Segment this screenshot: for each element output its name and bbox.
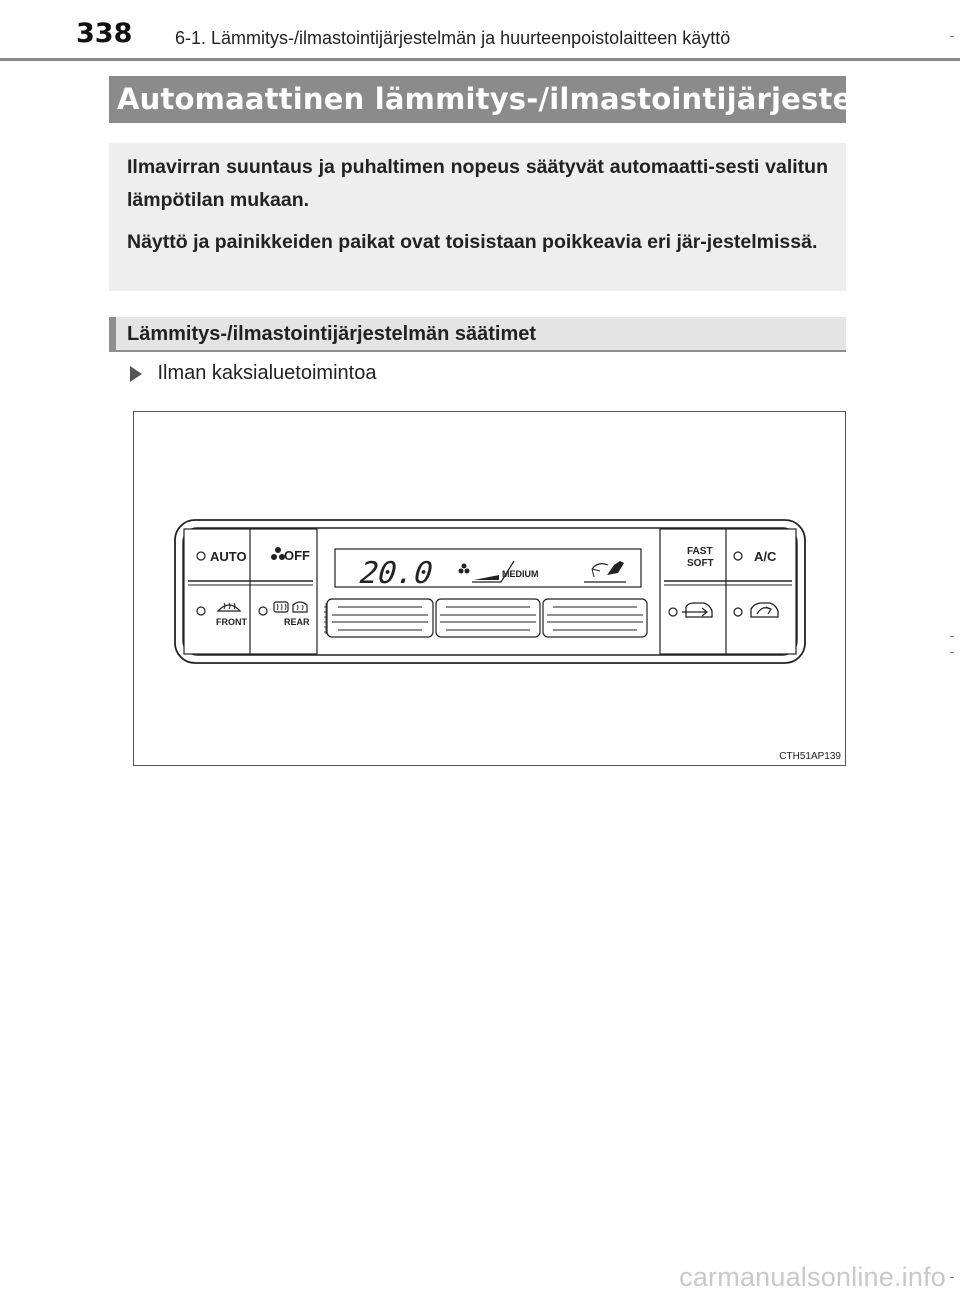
- fast-label: FAST: [687, 546, 713, 557]
- climate-control-panel: [174, 519, 806, 664]
- figure-frame: [133, 411, 846, 766]
- watermark: carmanualsonline.info: [679, 1262, 946, 1292]
- figure-code: CTH51AP139: [779, 751, 841, 762]
- edge-tick: [950, 652, 954, 653]
- main-title-bar: [109, 76, 913, 123]
- sub-heading: [109, 317, 846, 352]
- section-title: 6-1. Lämmitys-/ilmastointijärjestelmän ja huurteenpoistolaitteen käyttö: [175, 28, 731, 48]
- temperature-readout: 20.0: [358, 556, 435, 591]
- intro-box: [109, 143, 846, 291]
- header-divider: [0, 58, 960, 61]
- edge-tick: [950, 636, 954, 637]
- sub-heading-text: Lämmitys-/ilmastointijärjestelmän säätimet: [127, 323, 537, 345]
- page-number: 338: [76, 18, 133, 49]
- main-title: Automaattinen lämmitys-/ilmastointijärjestelmä: [117, 82, 913, 116]
- edge-tick: [950, 1277, 954, 1278]
- auto-label: AUTO: [210, 549, 247, 564]
- edge-tick: [950, 36, 954, 37]
- soft-label: SOFT: [687, 558, 714, 569]
- vent-slot-center: [436, 599, 540, 637]
- fast-soft-button[interactable]: [687, 546, 714, 569]
- rear-label: REAR: [284, 617, 310, 627]
- vent-slot-right: [543, 599, 647, 637]
- ac-label: A/C: [754, 549, 777, 564]
- off-label: OFF: [284, 548, 310, 563]
- vent-slot-left: [327, 599, 433, 637]
- front-label: FRONT: [216, 617, 247, 627]
- intro-paragraph-1: Ilmavirran suuntaus ja puhaltimen nopeus säätyvät automaatti-sesti valitun lämpötilan mukaan.: [127, 156, 828, 211]
- intro-paragraph-2: Näyttö ja painikkeiden paikat ovat toisistaan poikkeavia eri jär-jestelmissä.: [127, 231, 818, 253]
- triangle-right-icon: [130, 366, 142, 382]
- fan-mode-label: MEDIUM: [502, 569, 539, 579]
- bullet-text: Ilman kaksialuetoimintoa: [157, 362, 377, 384]
- bullet-row: [130, 362, 376, 392]
- right-button-block: [660, 529, 796, 654]
